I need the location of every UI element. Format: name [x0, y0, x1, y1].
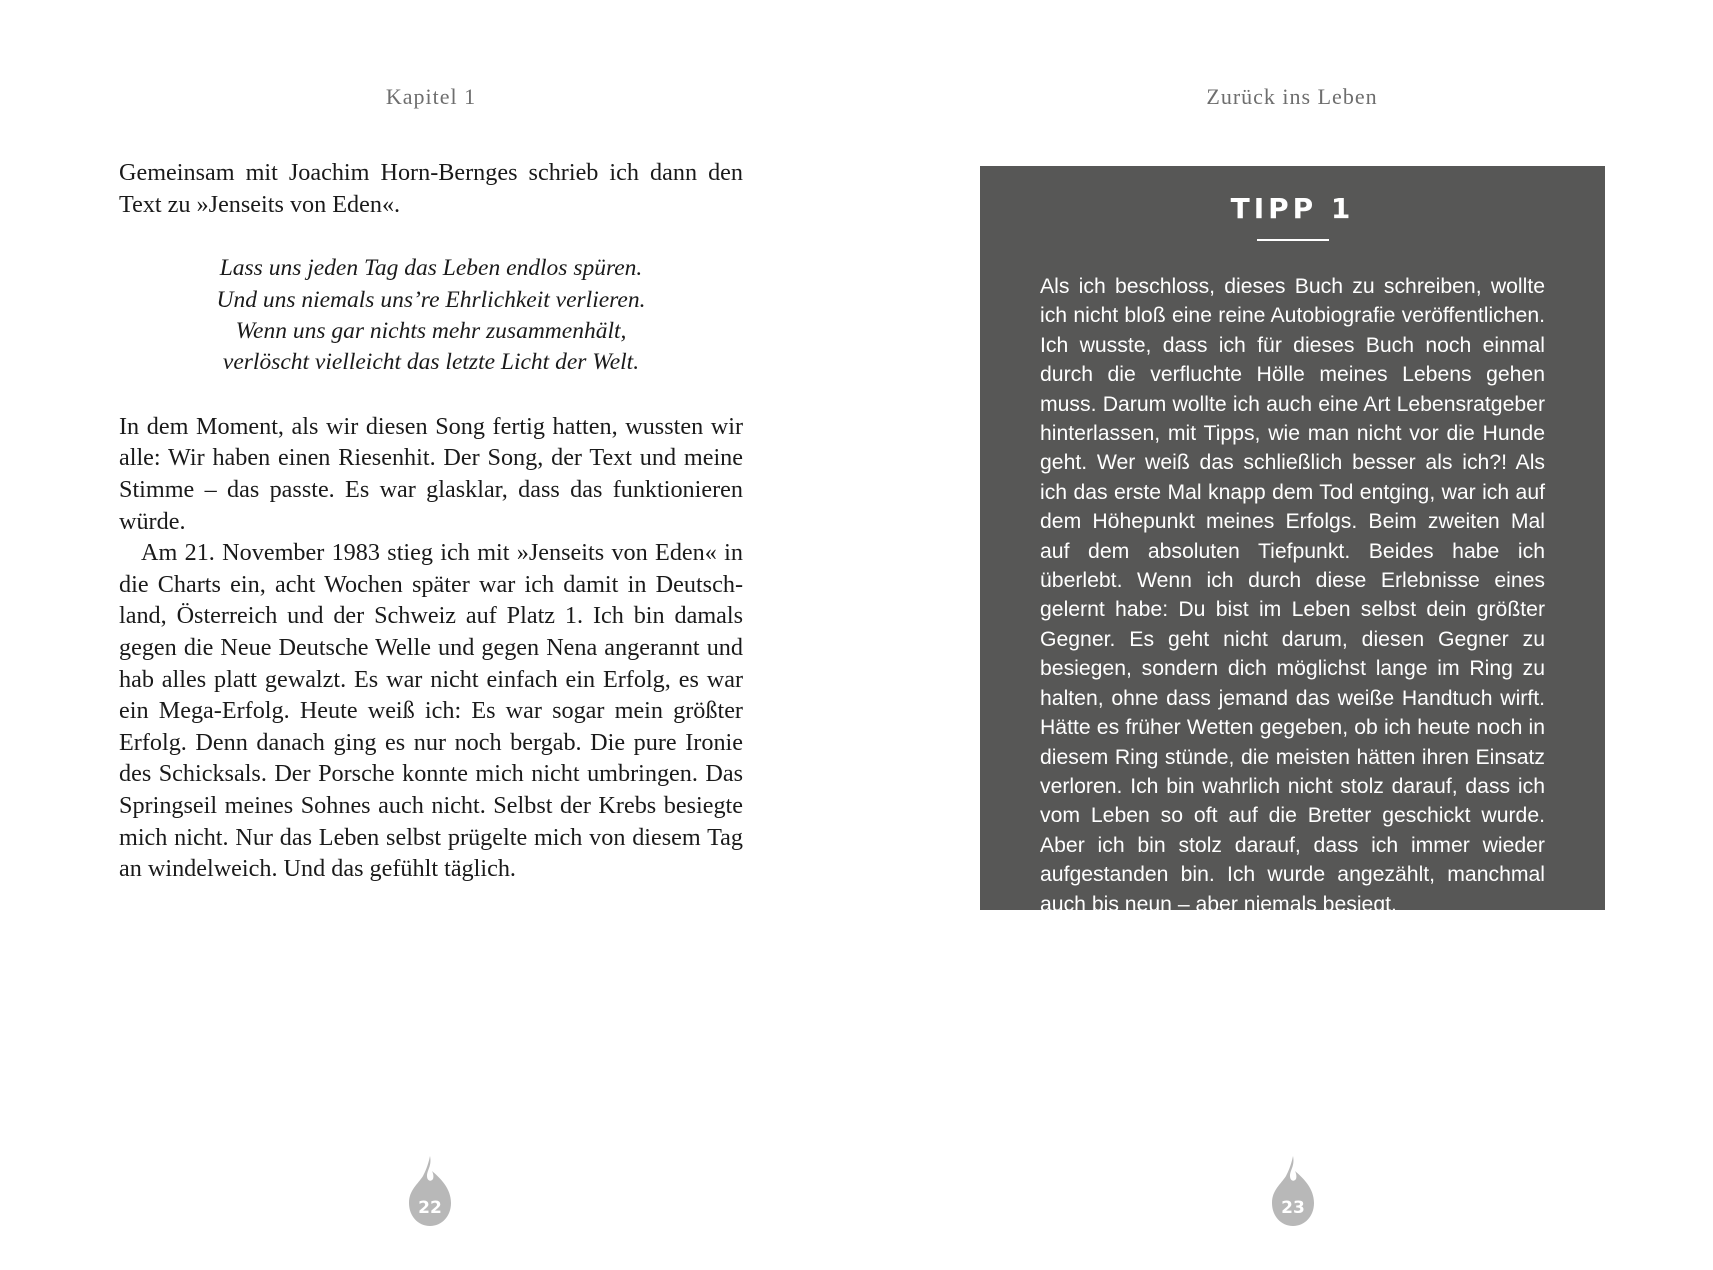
page-number-text: 22: [418, 1198, 442, 1218]
left-page: [0, 0, 856, 1270]
right-page: [856, 0, 1713, 1270]
tip-box: [980, 166, 1605, 916]
paragraph: In dem Moment, als wir diesen Song fertig hatten, wussten wir alle: Wir haben einen Riesenhit. Der Song, der Text und meine Stimme – das passte. Es war glasklar, dass das funktionieren würde.: [119, 412, 743, 535]
page-number-left: [405, 1154, 455, 1228]
paragraph: Am 21. November 1983 stieg ich mit »Jenseits von Eden« in die Charts ein, acht Wochen später war ich damit in Deutschland, Österreich und der Schweiz auf Platz 1. Ich bin damals gegen die Neue Deutsche Welle und gegen Nena angerannt und hab alles platt gewalzt. Es war nicht einfach ein Erfolg, es war ein Mega-Erfolg. Heute weiß ich: Es war sogar mein größter Erfolg. Denn danach ging es nur noch bergab. Die pure Ironie des Schicksals. Der Porsche konnte mich nicht umbringen. Das Springseil meines Sohnes auch nicht. Selbst der Krebs besiegte mich nicht. Nur das Leben selbst prügelte mich von diesem Tag an windelweich. Und das gefühlt täglich.: [119, 539, 743, 883]
page-number-right: [1268, 1154, 1318, 1228]
running-head-chapter: Kapitel 1: [385, 84, 477, 109]
tip-text: Als ich beschloss, dieses Buch zu schreiben, wollte ich nicht bloß eine reine Autobiografie veröffentlichen. Ich wusste, dass ich für dieses Buch noch einmal durch die verfluchte Hölle meines Lebens gehen muss. Darum wollte ich auch eine Art Lebensratgeber hinterlassen, mit Tipps, wie man nicht vor die Hunde geht. Wer weiß das schließlich besser als ich?! Als ich das erste Mal knapp dem Tod entging, war ich auf dem Höhepunkt meines Erfolgs. Beim zweiten Mal auf dem absoluten Tiefpunkt. Beides habe ich überlebt. Wenn ich durch diese Erlebnisse eines gelernt habe: Du bist im Leben selbst dein größter Gegner. Es geht nicht darum, diesen Gegner zu besiegen, sondern dich möglichst lange im Ring zu halten, ohne dass jemand das weiße Handtuch wirft. Hätte es früher Wetten gegeben, ob ich heute noch in diesem Ring stünde, die meisten hätten ihren Einsatz verloren. Ich bin wahrlich nicht stolz darauf, dass ich vom Leben so oft auf die Bretter geschickt wurde. Aber ich bin stolz darauf, dass ich immer wieder aufgestanden bin. Ich wurde angezählt, manchmal auch bis neun – aber niemals besiegt.: [1040, 275, 1545, 916]
running-head-title: Zurück ins Leben: [1206, 84, 1378, 109]
intro-paragraph: Gemeinsam mit Joachim Horn-Bernges schrieb ich dann den Text zu »Jenseits von Eden«.: [119, 159, 743, 218]
verse-line: Und uns niemals uns’re Ehrlichkeit verlieren.: [216, 286, 646, 313]
song-verse: [119, 253, 743, 379]
body-text: [119, 157, 743, 885]
verse-line: verlöscht vielleicht das letzte Licht der Welt.: [222, 349, 640, 376]
page-number-text: 23: [1281, 1198, 1305, 1218]
tip-title-underline: [1257, 239, 1329, 241]
verse-line: Wenn uns gar nichts mehr zusammenhält,: [235, 318, 627, 344]
verse-line: Lass uns jeden Tag das Leben endlos spüren.: [219, 255, 643, 282]
tip-title: TIPP 1: [1230, 192, 1355, 225]
